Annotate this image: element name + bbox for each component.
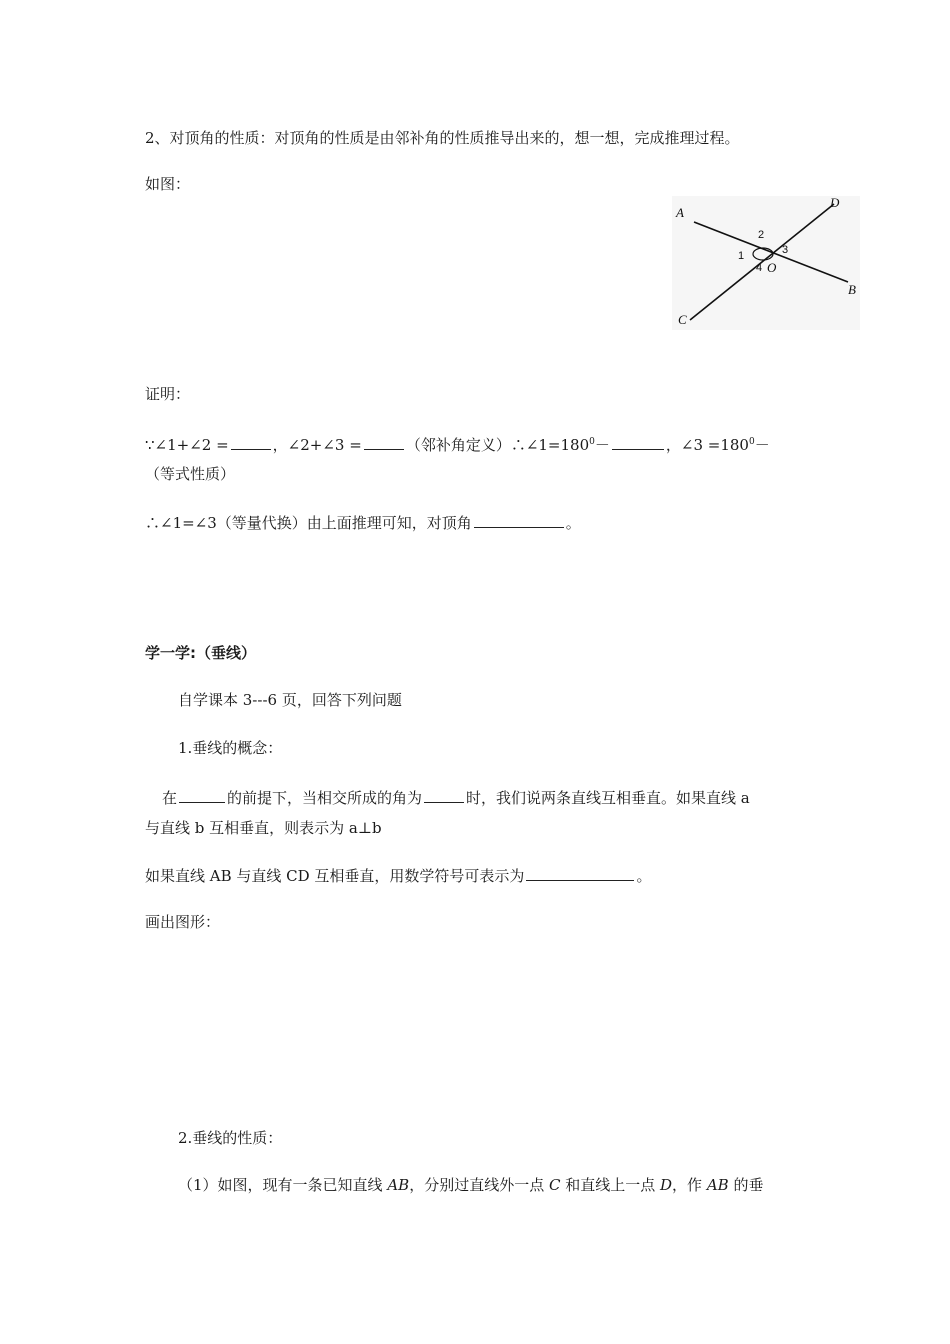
blank-field[interactable] — [424, 787, 464, 803]
label-b: B — [848, 282, 856, 297]
question-text: 的垂 — [728, 1176, 764, 1194]
proof-text: － — [754, 436, 770, 454]
question-text: ，作 — [672, 1176, 707, 1194]
question-text: （1）如图，现有一条已知直线 — [178, 1176, 388, 1194]
blank-field[interactable] — [612, 434, 664, 450]
proof-label: 证明： — [145, 385, 191, 403]
italic-ab: AB — [387, 1176, 410, 1194]
draw-figure-label: 画出图形： — [145, 913, 221, 931]
proof-text: － — [594, 436, 610, 454]
proof-text: ，∠2+∠3 = — [272, 436, 362, 454]
property-question-1 — [178, 1175, 763, 1195]
label-c: C — [678, 312, 687, 327]
concept-text: 如果直线 AB 与直线 CD 互相垂直，用数学符号可表示为 — [145, 867, 525, 885]
self-study-text: 自学课本 3---6 页，回答下列问题 — [178, 691, 402, 709]
blank-field[interactable] — [179, 787, 225, 803]
superscript: 0 — [589, 437, 595, 447]
label-angle-3: 3 — [782, 244, 789, 256]
proof-text: 。 — [565, 514, 581, 532]
label-o: O — [767, 260, 777, 275]
proof-line-3 — [145, 512, 581, 533]
italic-c: C — [548, 1176, 561, 1194]
blank-field[interactable] — [231, 434, 271, 450]
concept-line-3 — [145, 865, 651, 886]
label-angle-4: 4 — [756, 262, 763, 274]
section2-heading: 2、对顶角的性质：对顶角的性质是由邻补角的性质推导出来的，想一想，完成推理过程。 — [145, 129, 740, 147]
proof-text: ∵∠1+∠2 = — [145, 436, 229, 454]
as-figure-label: 如图： — [145, 175, 191, 193]
superscript: 0 — [748, 437, 755, 447]
proof-text: （邻补角定义）∴∠1=180 — [405, 436, 590, 454]
proof-text: ，∠3 =180 — [665, 436, 749, 454]
italic-d: D — [660, 1176, 673, 1194]
intersecting-lines-figure — [672, 196, 860, 330]
concept-line-2: 与直线 b 互相垂直，则表示为 a⊥b — [145, 819, 382, 837]
concept-text: 。 — [636, 867, 652, 885]
blank-field[interactable] — [364, 434, 404, 450]
concept-text: 时，我们说两条直线互相垂直。如果直线 a — [466, 789, 750, 807]
label-angle-1: 1 — [738, 250, 745, 262]
property-title: 2.垂线的性质： — [178, 1129, 283, 1147]
proof-text: ∴∠1=∠3（等量代换）由上面推理可知，对顶角 — [145, 514, 472, 532]
label-a: A — [676, 205, 684, 220]
concept-line-1 — [162, 787, 750, 808]
proof-line-1 — [145, 432, 770, 455]
blank-field[interactable] — [526, 865, 634, 881]
label-angle-2: 2 — [758, 229, 765, 241]
angle-arc — [753, 248, 773, 260]
blank-field[interactable] — [474, 512, 564, 528]
concept-title: 1.垂线的概念： — [178, 739, 283, 757]
concept-text: 在 — [162, 789, 178, 807]
question-text: 和直线上一点 — [560, 1176, 660, 1194]
concept-text: 的前提下，当相交所成的角为 — [227, 789, 423, 807]
proof-line-2: （等式性质） — [145, 465, 236, 483]
question-text: ，分别过直线外一点 — [409, 1176, 549, 1194]
learn-title: 学一学:（垂线） — [145, 644, 256, 662]
figure-svg — [672, 196, 860, 330]
label-d: D — [830, 196, 840, 210]
italic-ab: AB — [706, 1176, 729, 1194]
